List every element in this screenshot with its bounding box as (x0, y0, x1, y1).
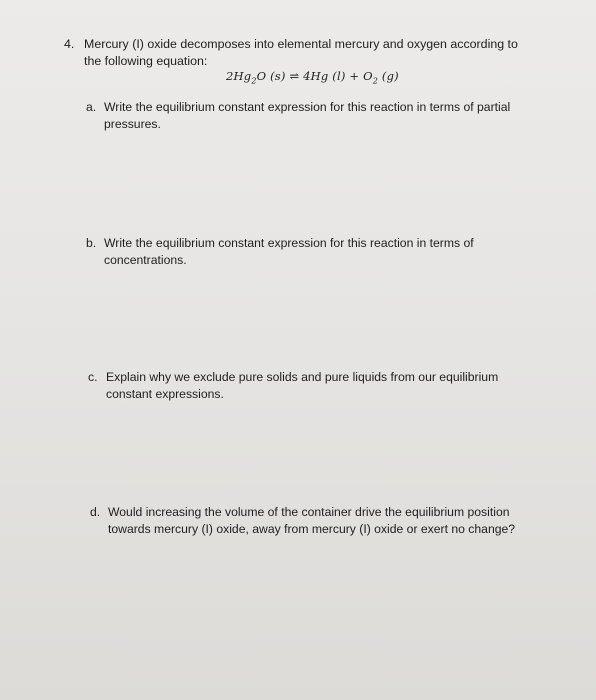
question-text-line-1: Mercury (I) oxide decomposes into elemental mercury and oxygen according to (84, 37, 518, 51)
part-a-line-2: pressures. (104, 117, 161, 131)
part-b-line-1: Write the equilibrium constant expression for this reaction in terms of (104, 236, 474, 250)
question-number: 4. (64, 37, 75, 51)
part-a-letter: a. (86, 100, 97, 114)
equation-reactant-rest: O (s) (256, 69, 286, 83)
equation-reactant: 2Hg (226, 69, 252, 83)
part-a-line-1: Write the equilibrium constant expression for this reaction in terms of partial (104, 100, 511, 114)
part-c-line-1: Explain why we exclude pure solids and pure liquids from our equilibrium (106, 370, 499, 384)
part-d-line-2: towards mercury (I) oxide, away from mercury (I) oxide or exert no change? (108, 522, 516, 536)
part-b-line-2: concentrations. (104, 253, 187, 267)
equation-products: 4Hg (l) + O (303, 69, 373, 83)
equilibrium-arrow: ⇌ (289, 69, 300, 83)
part-d-line-1: Would increasing the volume of the container drive the equilibrium position (108, 505, 510, 519)
part-b-letter: b. (86, 236, 97, 250)
equation-products-subscript: 2 (372, 76, 379, 86)
question-text-line-2: the following equation: (84, 54, 208, 68)
question-line-1 (64, 36, 534, 53)
part-d (90, 504, 530, 538)
question-4 (64, 36, 534, 70)
part-c (88, 369, 528, 403)
equation-products-rest: (g) (378, 69, 399, 83)
part-c-line-2: constant expressions. (106, 387, 224, 401)
chemical-equation (226, 69, 399, 85)
part-d-letter: d. (90, 505, 101, 519)
part-b (86, 235, 526, 269)
part-c-letter: c. (88, 370, 98, 384)
equation-reactant-subscript: 2 (251, 76, 257, 86)
part-a (86, 99, 526, 133)
